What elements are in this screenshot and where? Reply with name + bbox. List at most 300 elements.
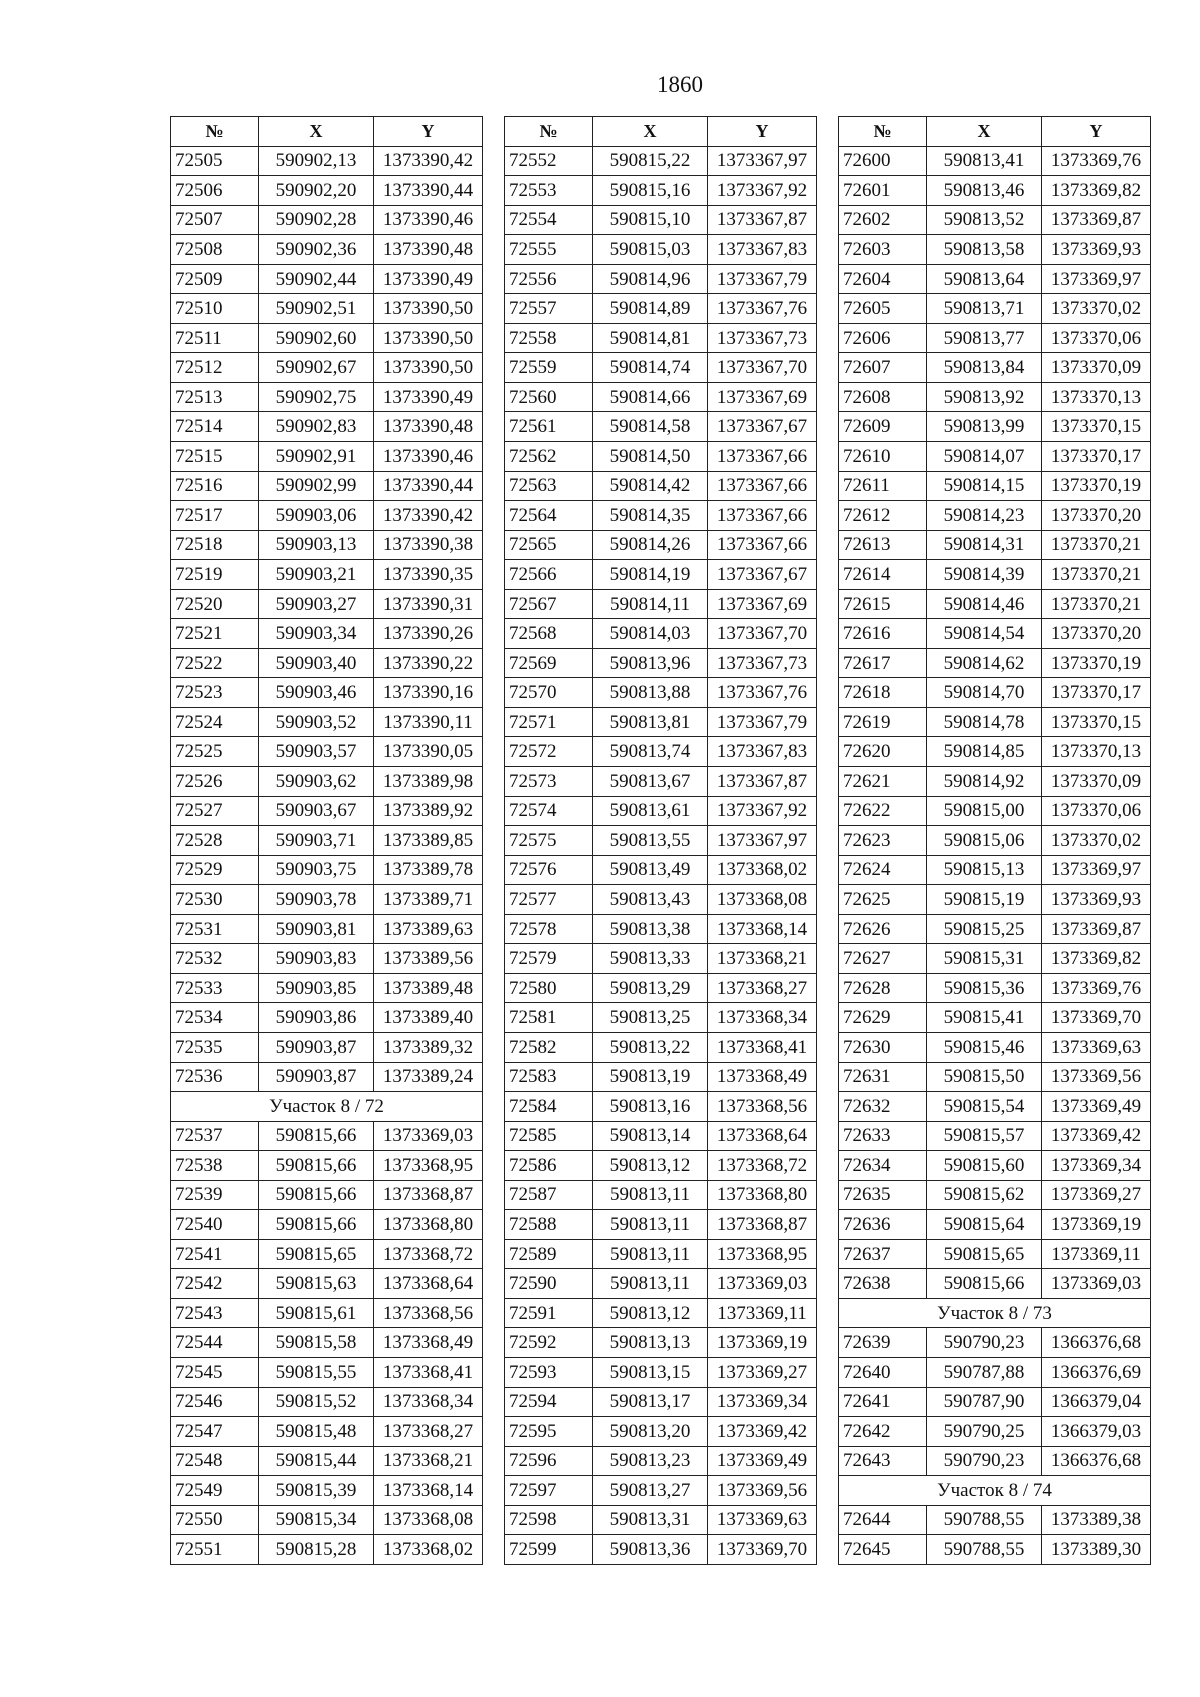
point-number-cell: 72579 <box>505 944 593 974</box>
table-row <box>505 382 817 412</box>
y-coordinate-cell: 1373367,79 <box>708 264 817 294</box>
y-coordinate-cell: 1373390,35 <box>374 560 483 590</box>
y-coordinate-cell: 1373370,21 <box>1042 560 1151 590</box>
x-coordinate-cell: 590813,25 <box>593 1003 708 1033</box>
table-row <box>839 412 1151 442</box>
point-number-cell: 72564 <box>505 501 593 531</box>
point-number-cell: 72536 <box>171 1062 259 1092</box>
table-row <box>839 353 1151 383</box>
point-number-cell: 72630 <box>839 1032 927 1062</box>
table-row <box>171 1062 483 1092</box>
table-row <box>505 1210 817 1240</box>
point-number-cell: 72611 <box>839 471 927 501</box>
x-coordinate-cell: 590903,71 <box>259 826 374 856</box>
header-row <box>505 117 817 147</box>
y-coordinate-cell: 1373367,92 <box>708 176 817 206</box>
y-coordinate-cell: 1373368,49 <box>374 1328 483 1358</box>
x-coordinate-cell: 590813,12 <box>593 1298 708 1328</box>
x-coordinate-cell: 590815,63 <box>259 1269 374 1299</box>
point-number-cell: 72595 <box>505 1417 593 1447</box>
point-number-cell: 72551 <box>171 1535 259 1565</box>
x-coordinate-cell: 590813,22 <box>593 1032 708 1062</box>
table-row <box>839 944 1151 974</box>
y-coordinate-cell: 1373390,44 <box>374 471 483 501</box>
point-number-cell: 72516 <box>171 471 259 501</box>
point-number-cell: 72531 <box>171 914 259 944</box>
point-number-cell: 72511 <box>171 323 259 353</box>
x-coordinate-cell: 590815,66 <box>927 1269 1042 1299</box>
x-coordinate-cell: 590813,52 <box>927 205 1042 235</box>
y-coordinate-cell: 1373367,70 <box>708 619 817 649</box>
coordinate-table <box>838 116 1151 1565</box>
point-number-cell: 72602 <box>839 205 927 235</box>
header-row <box>839 117 1151 147</box>
table-row <box>171 1032 483 1062</box>
x-coordinate-cell: 590815,65 <box>927 1239 1042 1269</box>
x-coordinate-cell: 590814,46 <box>927 589 1042 619</box>
y-coordinate-cell: 1373369,93 <box>1042 885 1151 915</box>
y-coordinate-cell: 1373370,09 <box>1042 767 1151 797</box>
point-number-cell: 72622 <box>839 796 927 826</box>
header-y: Y <box>708 117 817 147</box>
y-coordinate-cell: 1366379,03 <box>1042 1417 1151 1447</box>
y-coordinate-cell: 1373369,42 <box>708 1417 817 1447</box>
point-number-cell: 72604 <box>839 264 927 294</box>
x-coordinate-cell: 590814,19 <box>593 560 708 590</box>
table-row <box>505 1535 817 1565</box>
table-row <box>171 855 483 885</box>
x-coordinate-cell: 590790,25 <box>927 1417 1042 1447</box>
table-row <box>505 707 817 737</box>
table-row <box>505 1003 817 1033</box>
point-number-cell: 72556 <box>505 264 593 294</box>
point-number-cell: 72609 <box>839 412 927 442</box>
y-coordinate-cell: 1373369,82 <box>1042 176 1151 206</box>
x-coordinate-cell: 590815,16 <box>593 176 708 206</box>
x-coordinate-cell: 590815,28 <box>259 1535 374 1565</box>
x-coordinate-cell: 590815,66 <box>259 1151 374 1181</box>
point-number-cell: 72561 <box>505 412 593 442</box>
y-coordinate-cell: 1373370,06 <box>1042 796 1151 826</box>
point-number-cell: 72576 <box>505 855 593 885</box>
x-coordinate-cell: 590814,78 <box>927 707 1042 737</box>
point-number-cell: 72587 <box>505 1180 593 1210</box>
y-coordinate-cell: 1373367,79 <box>708 707 817 737</box>
x-coordinate-cell: 590903,75 <box>259 855 374 885</box>
table-row <box>171 1239 483 1269</box>
point-number-cell: 72631 <box>839 1062 927 1092</box>
x-coordinate-cell: 590815,19 <box>927 885 1042 915</box>
x-coordinate-cell: 590813,33 <box>593 944 708 974</box>
point-number-cell: 72517 <box>171 501 259 531</box>
y-coordinate-cell: 1373368,02 <box>708 855 817 885</box>
x-coordinate-cell: 590902,20 <box>259 176 374 206</box>
point-number-cell: 72583 <box>505 1062 593 1092</box>
table-row <box>839 855 1151 885</box>
x-coordinate-cell: 590813,88 <box>593 678 708 708</box>
x-coordinate-cell: 590902,51 <box>259 294 374 324</box>
point-number-cell: 72577 <box>505 885 593 915</box>
table-row <box>505 176 817 206</box>
table-row <box>839 973 1151 1003</box>
coordinate-table <box>170 116 483 1565</box>
point-number-cell: 72522 <box>171 648 259 678</box>
x-coordinate-cell: 590903,81 <box>259 914 374 944</box>
y-coordinate-cell: 1366376,69 <box>1042 1357 1151 1387</box>
table-row <box>171 560 483 590</box>
y-coordinate-cell: 1373389,30 <box>1042 1535 1151 1565</box>
y-coordinate-cell: 1373390,42 <box>374 146 483 176</box>
x-coordinate-cell: 590815,41 <box>927 1003 1042 1033</box>
table-row <box>839 205 1151 235</box>
table-row <box>839 1180 1151 1210</box>
y-coordinate-cell: 1373367,87 <box>708 205 817 235</box>
x-coordinate-cell: 590813,11 <box>593 1269 708 1299</box>
point-number-cell: 72542 <box>171 1269 259 1299</box>
point-number-cell: 72572 <box>505 737 593 767</box>
y-coordinate-cell: 1373368,87 <box>374 1180 483 1210</box>
y-coordinate-cell: 1373369,49 <box>1042 1092 1151 1122</box>
table-row <box>505 501 817 531</box>
x-coordinate-cell: 590903,86 <box>259 1003 374 1033</box>
point-number-cell: 72546 <box>171 1387 259 1417</box>
point-number-cell: 72619 <box>839 707 927 737</box>
x-coordinate-cell: 590815,36 <box>927 973 1042 1003</box>
point-number-cell: 72559 <box>505 353 593 383</box>
point-number-cell: 72638 <box>839 1269 927 1299</box>
y-coordinate-cell: 1373389,78 <box>374 855 483 885</box>
point-number-cell: 72555 <box>505 235 593 265</box>
x-coordinate-cell: 590814,58 <box>593 412 708 442</box>
point-number-cell: 72532 <box>171 944 259 974</box>
x-coordinate-cell: 590813,11 <box>593 1210 708 1240</box>
x-coordinate-cell: 590788,55 <box>927 1535 1042 1565</box>
table-row <box>839 235 1151 265</box>
point-number-cell: 72552 <box>505 146 593 176</box>
point-number-cell: 72509 <box>171 264 259 294</box>
y-coordinate-cell: 1373369,56 <box>1042 1062 1151 1092</box>
point-number-cell: 72554 <box>505 205 593 235</box>
point-number-cell: 72640 <box>839 1357 927 1387</box>
point-number-cell: 72540 <box>171 1210 259 1240</box>
table-row <box>839 294 1151 324</box>
table-row <box>171 1210 483 1240</box>
y-coordinate-cell: 1373369,49 <box>708 1446 817 1476</box>
x-coordinate-cell: 590815,52 <box>259 1387 374 1417</box>
point-number-cell: 72521 <box>171 619 259 649</box>
y-coordinate-cell: 1373370,20 <box>1042 619 1151 649</box>
table-row <box>839 1535 1151 1565</box>
y-coordinate-cell: 1373370,13 <box>1042 737 1151 767</box>
x-coordinate-cell: 590813,96 <box>593 648 708 678</box>
point-number-cell: 72565 <box>505 530 593 560</box>
y-coordinate-cell: 1373389,63 <box>374 914 483 944</box>
y-coordinate-cell: 1373370,21 <box>1042 589 1151 619</box>
x-coordinate-cell: 590815,00 <box>927 796 1042 826</box>
x-coordinate-cell: 590814,85 <box>927 737 1042 767</box>
x-coordinate-cell: 590815,44 <box>259 1446 374 1476</box>
point-number-cell: 72525 <box>171 737 259 767</box>
y-coordinate-cell: 1373368,27 <box>708 973 817 1003</box>
point-number-cell: 72641 <box>839 1387 927 1417</box>
table-row <box>505 442 817 472</box>
table-row <box>505 323 817 353</box>
table-body <box>505 146 817 1564</box>
point-number-cell: 72627 <box>839 944 927 974</box>
y-coordinate-cell: 1373367,66 <box>708 530 817 560</box>
x-coordinate-cell: 590903,87 <box>259 1062 374 1092</box>
point-number-cell: 72628 <box>839 973 927 1003</box>
y-coordinate-cell: 1373389,85 <box>374 826 483 856</box>
point-number-cell: 72581 <box>505 1003 593 1033</box>
point-number-cell: 72515 <box>171 442 259 472</box>
point-number-cell: 72553 <box>505 176 593 206</box>
x-coordinate-cell: 590815,46 <box>927 1032 1042 1062</box>
x-coordinate-cell: 590814,35 <box>593 501 708 531</box>
x-coordinate-cell: 590813,58 <box>927 235 1042 265</box>
point-number-cell: 72591 <box>505 1298 593 1328</box>
table-row <box>839 707 1151 737</box>
x-coordinate-cell: 590903,21 <box>259 560 374 590</box>
point-number-cell: 72625 <box>839 885 927 915</box>
point-number-cell: 72539 <box>171 1180 259 1210</box>
point-number-cell: 72562 <box>505 442 593 472</box>
point-number-cell: 72505 <box>171 146 259 176</box>
y-coordinate-cell: 1373369,70 <box>1042 1003 1151 1033</box>
point-number-cell: 72592 <box>505 1328 593 1358</box>
point-number-cell: 72549 <box>171 1476 259 1506</box>
y-coordinate-cell: 1373369,11 <box>1042 1239 1151 1269</box>
table-row <box>171 1298 483 1328</box>
table-row <box>171 501 483 531</box>
table-row <box>839 589 1151 619</box>
table-row <box>839 1269 1151 1299</box>
table-row <box>839 1328 1151 1358</box>
table-row <box>505 1180 817 1210</box>
x-coordinate-cell: 590813,19 <box>593 1062 708 1092</box>
y-coordinate-cell: 1373368,72 <box>374 1239 483 1269</box>
point-number-cell: 72614 <box>839 560 927 590</box>
point-number-cell: 72613 <box>839 530 927 560</box>
y-coordinate-cell: 1373390,26 <box>374 619 483 649</box>
y-coordinate-cell: 1373370,06 <box>1042 323 1151 353</box>
x-coordinate-cell: 590814,54 <box>927 619 1042 649</box>
table-row <box>505 1151 817 1181</box>
point-number-cell: 72600 <box>839 146 927 176</box>
y-coordinate-cell: 1373389,48 <box>374 973 483 1003</box>
y-coordinate-cell: 1373390,31 <box>374 589 483 619</box>
table-row <box>839 501 1151 531</box>
y-coordinate-cell: 1373369,03 <box>374 1121 483 1151</box>
x-coordinate-cell: 590813,74 <box>593 737 708 767</box>
table-row <box>505 1092 817 1122</box>
table-row <box>171 973 483 1003</box>
table-row <box>505 1269 817 1299</box>
y-coordinate-cell: 1373369,87 <box>1042 914 1151 944</box>
header-row <box>171 117 483 147</box>
point-number-cell: 72543 <box>171 1298 259 1328</box>
point-number-cell: 72541 <box>171 1239 259 1269</box>
table-row <box>505 885 817 915</box>
x-coordinate-cell: 590814,39 <box>927 560 1042 590</box>
y-coordinate-cell: 1373390,22 <box>374 648 483 678</box>
table-row <box>171 1417 483 1447</box>
y-coordinate-cell: 1373368,08 <box>374 1505 483 1535</box>
table-row <box>839 1121 1151 1151</box>
y-coordinate-cell: 1373367,92 <box>708 796 817 826</box>
y-coordinate-cell: 1373367,66 <box>708 471 817 501</box>
y-coordinate-cell: 1373370,19 <box>1042 648 1151 678</box>
point-number-cell: 72621 <box>839 767 927 797</box>
point-number-cell: 72585 <box>505 1121 593 1151</box>
point-number-cell: 72558 <box>505 323 593 353</box>
table-row <box>171 944 483 974</box>
section-title: Участок 8 / 74 <box>839 1476 1151 1506</box>
table-row <box>839 1239 1151 1269</box>
table-row <box>171 1328 483 1358</box>
table-row <box>839 1210 1151 1240</box>
table-row <box>839 1003 1151 1033</box>
table-row <box>839 1032 1151 1062</box>
y-coordinate-cell: 1373390,48 <box>374 235 483 265</box>
x-coordinate-cell: 590815,62 <box>927 1180 1042 1210</box>
y-coordinate-cell: 1373369,03 <box>1042 1269 1151 1299</box>
y-coordinate-cell: 1373368,56 <box>374 1298 483 1328</box>
table-row <box>171 1151 483 1181</box>
x-coordinate-cell: 590814,74 <box>593 353 708 383</box>
y-coordinate-cell: 1373368,08 <box>708 885 817 915</box>
point-number-cell: 72589 <box>505 1239 593 1269</box>
x-coordinate-cell: 590814,03 <box>593 619 708 649</box>
x-coordinate-cell: 590814,15 <box>927 471 1042 501</box>
x-coordinate-cell: 590813,23 <box>593 1446 708 1476</box>
y-coordinate-cell: 1373368,34 <box>374 1387 483 1417</box>
y-coordinate-cell: 1373368,41 <box>708 1032 817 1062</box>
table-row <box>839 176 1151 206</box>
x-coordinate-cell: 590814,50 <box>593 442 708 472</box>
x-coordinate-cell: 590902,28 <box>259 205 374 235</box>
x-coordinate-cell: 590813,14 <box>593 1121 708 1151</box>
y-coordinate-cell: 1373368,87 <box>708 1210 817 1240</box>
point-number-cell: 72580 <box>505 973 593 1003</box>
x-coordinate-cell: 590902,67 <box>259 353 374 383</box>
point-number-cell: 72528 <box>171 826 259 856</box>
point-number-cell: 72639 <box>839 1328 927 1358</box>
table-row <box>505 767 817 797</box>
point-number-cell: 72557 <box>505 294 593 324</box>
table-row <box>505 294 817 324</box>
y-coordinate-cell: 1373390,42 <box>374 501 483 531</box>
point-number-cell: 72607 <box>839 353 927 383</box>
x-coordinate-cell: 590903,83 <box>259 944 374 974</box>
y-coordinate-cell: 1373370,09 <box>1042 353 1151 383</box>
y-coordinate-cell: 1373368,14 <box>374 1476 483 1506</box>
table-row <box>171 885 483 915</box>
x-coordinate-cell: 590903,78 <box>259 885 374 915</box>
table-row <box>505 1121 817 1151</box>
y-coordinate-cell: 1366376,68 <box>1042 1446 1151 1476</box>
table-row <box>171 1357 483 1387</box>
y-coordinate-cell: 1373367,70 <box>708 353 817 383</box>
y-coordinate-cell: 1373368,34 <box>708 1003 817 1033</box>
y-coordinate-cell: 1373368,64 <box>374 1269 483 1299</box>
x-coordinate-cell: 590813,92 <box>927 382 1042 412</box>
x-coordinate-cell: 590814,62 <box>927 648 1042 678</box>
x-coordinate-cell: 590815,64 <box>927 1210 1042 1240</box>
x-coordinate-cell: 590815,22 <box>593 146 708 176</box>
table-row <box>171 826 483 856</box>
y-coordinate-cell: 1373368,64 <box>708 1121 817 1151</box>
point-number-cell: 72533 <box>171 973 259 1003</box>
table-row <box>171 382 483 412</box>
table-row <box>839 678 1151 708</box>
table-row <box>505 353 817 383</box>
y-coordinate-cell: 1373390,46 <box>374 205 483 235</box>
y-coordinate-cell: 1373368,72 <box>708 1151 817 1181</box>
point-number-cell: 72544 <box>171 1328 259 1358</box>
point-number-cell: 72605 <box>839 294 927 324</box>
table-row <box>839 796 1151 826</box>
y-coordinate-cell: 1373369,97 <box>1042 264 1151 294</box>
point-number-cell: 72596 <box>505 1446 593 1476</box>
x-coordinate-cell: 590903,57 <box>259 737 374 767</box>
x-coordinate-cell: 590815,57 <box>927 1121 1042 1151</box>
x-coordinate-cell: 590902,60 <box>259 323 374 353</box>
x-coordinate-cell: 590813,16 <box>593 1092 708 1122</box>
point-number-cell: 72524 <box>171 707 259 737</box>
x-coordinate-cell: 590813,49 <box>593 855 708 885</box>
x-coordinate-cell: 590903,52 <box>259 707 374 737</box>
table-row <box>505 1298 817 1328</box>
table-row <box>505 205 817 235</box>
table-row <box>839 767 1151 797</box>
table-row <box>171 1180 483 1210</box>
y-coordinate-cell: 1373390,44 <box>374 176 483 206</box>
table-row <box>171 1535 483 1565</box>
x-coordinate-cell: 590903,67 <box>259 796 374 826</box>
y-coordinate-cell: 1373369,63 <box>1042 1032 1151 1062</box>
y-coordinate-cell: 1373389,32 <box>374 1032 483 1062</box>
point-number-cell: 72634 <box>839 1151 927 1181</box>
table-row <box>505 855 817 885</box>
y-coordinate-cell: 1373369,76 <box>1042 146 1151 176</box>
point-number-cell: 72645 <box>839 1535 927 1565</box>
point-number-cell: 72642 <box>839 1417 927 1447</box>
y-coordinate-cell: 1373367,87 <box>708 767 817 797</box>
section-title: Участок 8 / 72 <box>171 1092 483 1122</box>
point-number-cell: 72569 <box>505 648 593 678</box>
y-coordinate-cell: 1373368,56 <box>708 1092 817 1122</box>
x-coordinate-cell: 590787,90 <box>927 1387 1042 1417</box>
point-number-cell: 72606 <box>839 323 927 353</box>
point-number-cell: 72513 <box>171 382 259 412</box>
y-coordinate-cell: 1373369,19 <box>708 1328 817 1358</box>
x-coordinate-cell: 590902,99 <box>259 471 374 501</box>
point-number-cell: 72571 <box>505 707 593 737</box>
y-coordinate-cell: 1373389,24 <box>374 1062 483 1092</box>
point-number-cell: 72601 <box>839 176 927 206</box>
y-coordinate-cell: 1373389,38 <box>1042 1505 1151 1535</box>
table-row <box>171 737 483 767</box>
y-coordinate-cell: 1373369,87 <box>1042 205 1151 235</box>
point-number-cell: 72538 <box>171 1151 259 1181</box>
point-number-cell: 72568 <box>505 619 593 649</box>
y-coordinate-cell: 1373368,41 <box>374 1357 483 1387</box>
point-number-cell: 72584 <box>505 1092 593 1122</box>
point-number-cell: 72507 <box>171 205 259 235</box>
x-coordinate-cell: 590790,23 <box>927 1446 1042 1476</box>
y-coordinate-cell: 1373369,70 <box>708 1535 817 1565</box>
